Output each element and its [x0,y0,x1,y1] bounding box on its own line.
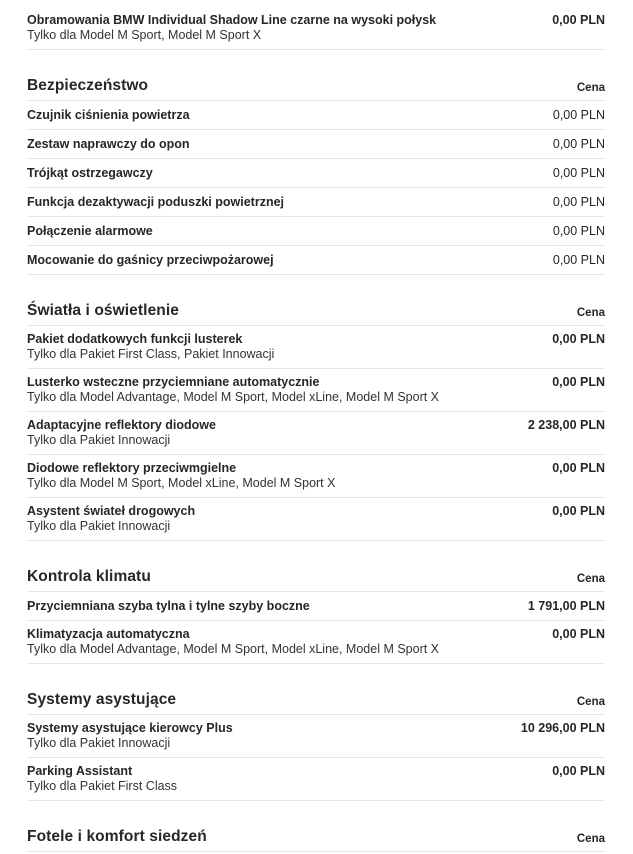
option-availability: Tylko dla Model Advantage, Model M Sport, Model xLine, Model M Sport X [27,642,440,656]
section-price-label: Cena [576,307,605,319]
section-price-label: Cena [576,573,605,585]
section-title: Światła i oświetlenie [27,302,179,319]
section-header-seats [27,828,605,852]
option-price: 0,00 PLN [552,253,605,267]
option-price: 1 791,00 PLN [527,599,605,613]
option-item [27,715,605,758]
option-name: Systemy asystujące kierowcy Plus [27,721,233,735]
option-name: Parking Assistant [27,764,133,778]
option-item [27,621,605,664]
option-availability: Tylko dla Model M Sport, Model xLine, Model M Sport X [27,476,336,490]
section-price-label: Cena [576,696,605,708]
option-item [27,412,605,455]
section-header-safety [27,77,605,101]
option-price: 10 296,00 PLN [520,721,605,735]
option-item [27,246,605,275]
option-name: Czujnik ciśnienia powietrza [27,108,190,122]
section-price-label: Cena [576,833,605,845]
option-item [27,369,605,412]
option-price: 0,00 PLN [552,461,605,475]
option-item [27,498,605,541]
option-item [27,455,605,498]
option-name: Pakiet dodatkowych funkcji lusterek [27,332,243,346]
options-list [27,0,605,852]
option-price: 0,00 PLN [552,224,605,238]
option-availability: Tylko dla Model Advantage, Model M Sport, Model xLine, Model M Sport X [27,390,440,404]
option-name: Funkcja dezaktywacji poduszki powietrznej [27,195,285,209]
option-name: Trójkąt ostrzegawczy [27,166,153,180]
option-availability: Tylko dla Model M Sport, Model M Sport X [27,28,262,42]
option-name: Diodowe reflektory przeciwmgielne [27,461,237,475]
option-name: Przyciemniana szyba tylna i tylne szyby boczne [27,599,310,613]
section-price-label: Cena [576,82,605,94]
section-title: Systemy asystujące [27,691,177,708]
option-name: Zestaw naprawczy do opon [27,137,190,151]
option-price: 2 238,00 PLN [527,418,605,432]
option-availability: Tylko dla Pakiet Innowacji [27,433,171,447]
option-price: 0,00 PLN [552,13,605,27]
option-price: 0,00 PLN [552,166,605,180]
option-item [27,758,605,801]
section-header-lights [27,302,605,326]
option-name: Połączenie alarmowe [27,224,153,238]
option-name: Mocowanie do gaśnicy przeciwpożarowej [27,253,274,267]
option-item [27,12,605,50]
option-availability: Tylko dla Pakiet Innowacji [27,736,171,750]
option-item [27,101,605,130]
option-item [27,592,605,621]
section-header-climate [27,568,605,592]
option-item [27,159,605,188]
option-item [27,188,605,217]
option-price: 0,00 PLN [552,764,605,778]
option-availability: Tylko dla Pakiet First Class, Pakiet Innowacji [27,347,275,361]
option-price: 0,00 PLN [552,332,605,346]
option-price: 0,00 PLN [552,504,605,518]
section-title: Fotele i komfort siedzeń [27,828,207,845]
section-title: Bezpieczeństwo [27,77,149,94]
option-price: 0,00 PLN [552,108,605,122]
option-name: Klimatyzacja automatyczna [27,627,190,641]
option-availability: Tylko dla Pakiet Innowacji [27,519,171,533]
section-title: Kontrola klimatu [27,568,151,585]
option-item [27,217,605,246]
option-item [27,326,605,369]
option-name: Lusterko wsteczne przyciemniane automatycznie [27,375,320,389]
option-item [27,130,605,159]
option-price: 0,00 PLN [552,627,605,641]
option-price: 0,00 PLN [552,375,605,389]
option-price: 0,00 PLN [552,137,605,151]
section-header-assist [27,691,605,715]
option-name: Obramowania BMW Individual Shadow Line czarne na wysoki połysk [27,13,437,27]
option-name: Adaptacyjne reflektory diodowe [27,418,216,432]
option-name: Asystent świateł drogowych [27,504,196,518]
option-availability: Tylko dla Pakiet First Class [27,779,178,793]
option-price: 0,00 PLN [552,195,605,209]
